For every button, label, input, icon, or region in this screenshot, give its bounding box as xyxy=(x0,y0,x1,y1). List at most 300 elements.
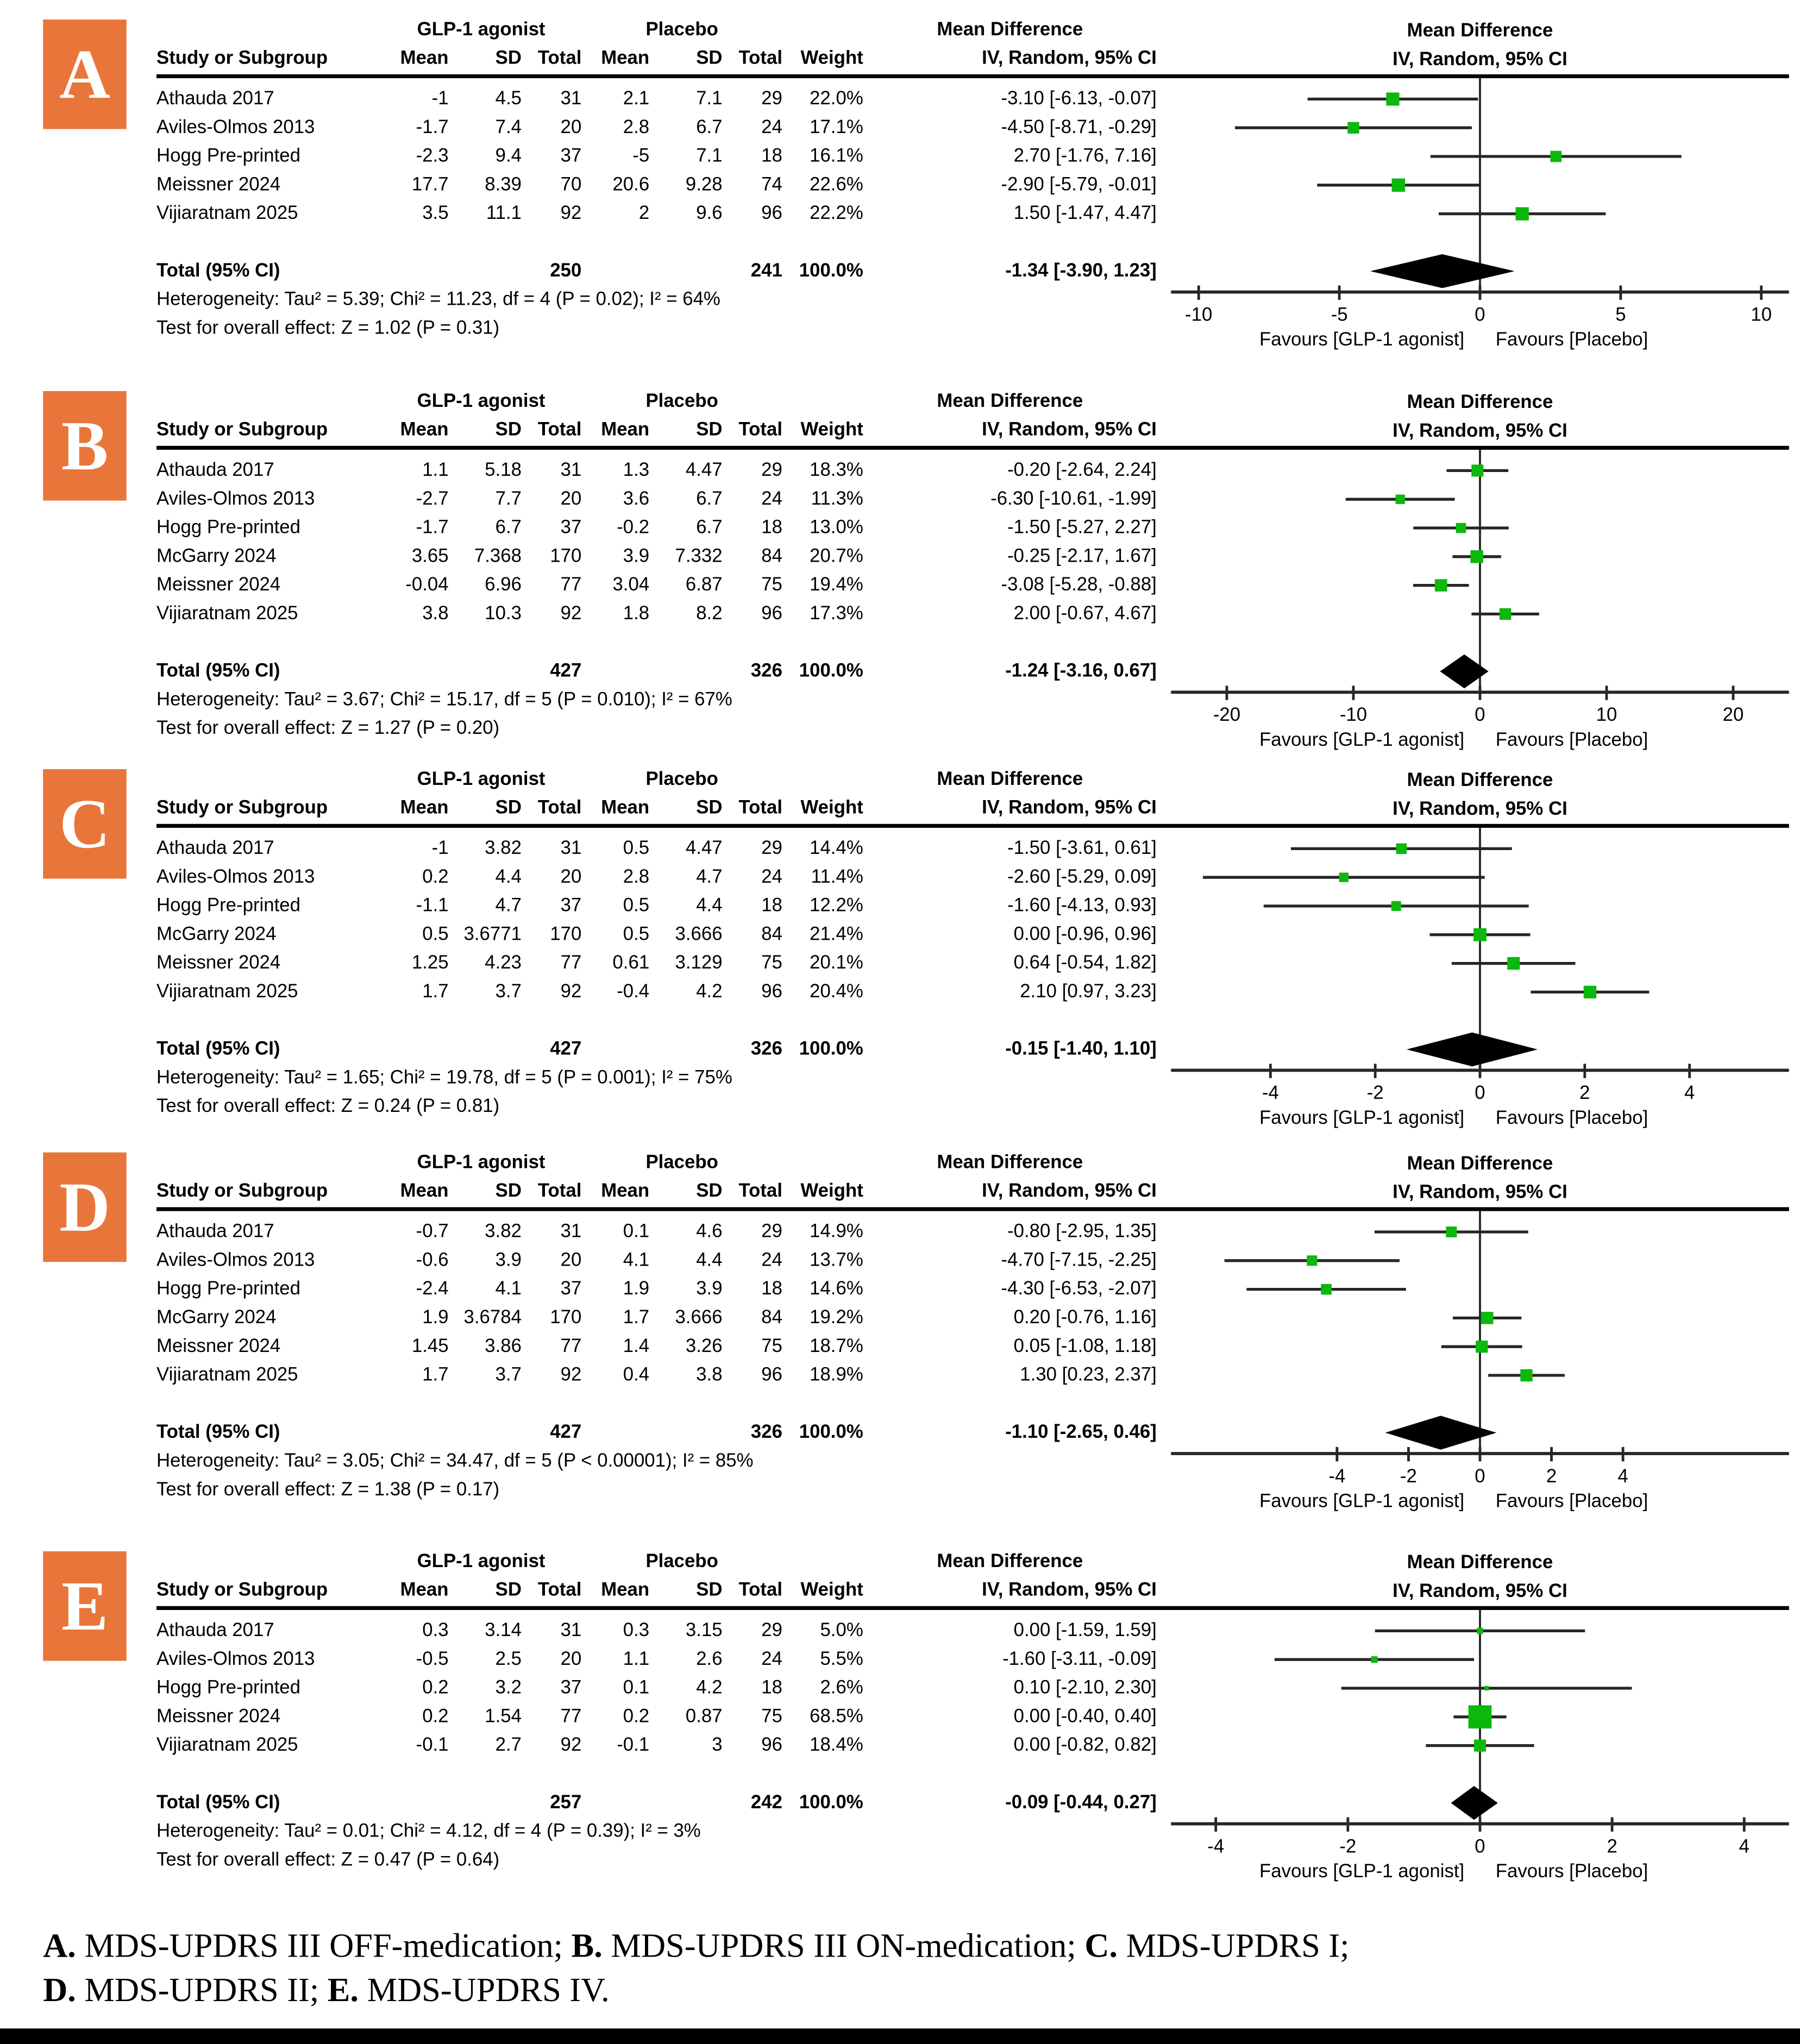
study-mean1: 0.5 xyxy=(422,924,449,946)
plot-header-line2: IV, Random, 95% CI xyxy=(1393,1580,1567,1602)
blank-row xyxy=(156,1007,1157,1035)
effect-marker xyxy=(1500,608,1511,620)
favours-right-label: Favours [Placebo] xyxy=(1495,728,1648,750)
study-total2: 96 xyxy=(761,603,782,625)
header-mean1: Mean xyxy=(400,48,449,70)
total-ci-text: -1.10 [-2.65, 0.46] xyxy=(1005,1422,1157,1443)
total-n1: 257 xyxy=(550,1793,582,1814)
forest-plot-svg xyxy=(1171,387,1789,762)
study-total2: 75 xyxy=(761,953,782,974)
header-sd2: SD xyxy=(696,1580,723,1601)
study-mean2: 1.4 xyxy=(623,1336,650,1357)
study-ci-text: 0.10 [-2.10, 2.30] xyxy=(1013,1677,1157,1699)
plot-header-line2: IV, Random, 95% CI xyxy=(1393,420,1567,442)
forest-panel-b xyxy=(0,387,1800,762)
tick-label: 2 xyxy=(1579,1082,1590,1104)
table-header xyxy=(156,765,1157,823)
total-n1: 427 xyxy=(550,661,582,682)
header-total2: Total xyxy=(738,419,782,441)
study-mean2: 1.8 xyxy=(623,603,650,625)
study-ci-text: -1.50 [-3.61, 0.61] xyxy=(1007,838,1157,859)
study-weight: 16.1% xyxy=(810,146,863,167)
caption-panel-letter: B. xyxy=(571,1927,603,1965)
study-total2: 96 xyxy=(761,203,782,224)
study-weight: 21.4% xyxy=(810,924,863,946)
study-mean2: 0.2 xyxy=(623,1706,650,1728)
study-mean2: 1.3 xyxy=(623,460,650,481)
header-group1: GLP-1 agonist xyxy=(417,391,545,412)
study-mean1: -0.04 xyxy=(405,575,449,596)
study-name: McGarry 2024 xyxy=(156,924,277,946)
tick-label: -20 xyxy=(1213,704,1241,726)
total-ci-text: -0.15 [-1.40, 1.10] xyxy=(1005,1039,1157,1060)
study-name: Athauda 2017 xyxy=(156,89,274,110)
header-sd1: SD xyxy=(495,797,522,819)
study-mean1: -0.6 xyxy=(416,1250,449,1271)
effect-marker xyxy=(1446,1227,1457,1237)
study-ci-text: -0.20 [-2.64, 2.24] xyxy=(1007,460,1157,481)
header-sd2: SD xyxy=(696,48,723,70)
total-weight: 100.0% xyxy=(799,1793,863,1814)
header-study: Study or Subgroup xyxy=(156,1580,328,1601)
study-ci-text: 0.20 [-0.76, 1.16] xyxy=(1013,1307,1157,1329)
plot-header-line2: IV, Random, 95% CI xyxy=(1393,1181,1567,1203)
study-total1: 37 xyxy=(560,1279,582,1300)
header-study: Study or Subgroup xyxy=(156,797,328,819)
study-total2: 84 xyxy=(761,924,782,946)
study-weight: 18.7% xyxy=(810,1336,863,1357)
study-ci-text: -2.90 [-5.79, -0.01] xyxy=(1001,174,1157,196)
study-mean2: 3.04 xyxy=(612,575,650,596)
header-total1: Total xyxy=(537,1580,582,1601)
table-body xyxy=(156,1218,1157,1447)
effect-marker xyxy=(1474,1740,1486,1752)
study-total1: 20 xyxy=(560,1250,582,1271)
plot-header-line2: IV, Random, 95% CI xyxy=(1393,798,1567,819)
tick-label: 0 xyxy=(1475,704,1485,726)
study-ci-text: 2.00 [-0.67, 4.67] xyxy=(1013,603,1157,625)
study-ci-text: 2.10 [0.97, 3.23] xyxy=(1020,982,1157,1003)
effect-marker xyxy=(1507,957,1520,970)
favours-right-label: Favours [Placebo] xyxy=(1495,329,1648,350)
favours-left-label: Favours [GLP-1 agonist] xyxy=(1259,1860,1465,1882)
study-mean2: 0.1 xyxy=(623,1677,650,1699)
overall-effect-text: Test for overall effect: Z = 0.47 (P = 0.64) xyxy=(156,1850,500,1871)
study-mean2: 0.5 xyxy=(623,895,650,917)
study-mean2: 2.1 xyxy=(623,89,650,110)
header-mean2: Mean xyxy=(601,797,650,819)
forest-panel-d xyxy=(0,1148,1800,1523)
header-weight: Weight xyxy=(800,419,863,441)
study-sd1: 1.54 xyxy=(485,1706,522,1728)
study-mean2: -0.4 xyxy=(617,982,650,1003)
study-total2: 74 xyxy=(761,174,782,196)
total-spacer xyxy=(649,657,722,686)
study-mean1: 1.7 xyxy=(422,982,449,1003)
study-sd1: 8.39 xyxy=(485,174,522,196)
summary-diamond xyxy=(1407,1033,1538,1066)
study-name: Athauda 2017 xyxy=(156,1620,274,1642)
study-sd1: 3.14 xyxy=(485,1620,522,1642)
study-sd1: 2.7 xyxy=(495,1735,522,1756)
effect-marker xyxy=(1516,207,1529,220)
total-n2: 326 xyxy=(750,1039,782,1060)
header-group2: Placebo xyxy=(645,391,718,412)
panel-letter: A xyxy=(43,20,127,129)
tick-label: -5 xyxy=(1331,304,1348,325)
study-ci-text: 1.30 [0.23, 2.37] xyxy=(1020,1364,1157,1386)
study-mean2: 2 xyxy=(638,203,650,224)
effect-marker xyxy=(1520,1369,1532,1381)
forest-plot-svg xyxy=(1171,1148,1789,1523)
study-mean1: -2.3 xyxy=(416,146,449,167)
total-spacer xyxy=(581,1789,649,1817)
header-total1: Total xyxy=(537,1181,582,1202)
study-total2: 18 xyxy=(761,146,782,167)
total-n1: 427 xyxy=(550,1422,582,1443)
study-ci-text: -3.10 [-6.13, -0.07] xyxy=(1001,89,1157,110)
study-total2: 84 xyxy=(761,546,782,567)
panel-letter: D xyxy=(43,1153,127,1262)
study-weight: 2.6% xyxy=(820,1677,863,1699)
study-total1: 170 xyxy=(550,924,582,946)
study-sd2: 4.6 xyxy=(696,1221,723,1243)
study-sd2: 9.28 xyxy=(685,174,723,196)
study-mean2: 0.3 xyxy=(623,1620,650,1642)
caption-text: MDS-UPDRS I; xyxy=(1117,1927,1350,1965)
study-sd1: 9.4 xyxy=(495,146,522,167)
study-total2: 84 xyxy=(761,1307,782,1329)
study-sd2: 6.87 xyxy=(685,575,723,596)
study-name: Meissner 2024 xyxy=(156,1336,281,1357)
study-sd2: 2.6 xyxy=(696,1649,723,1670)
header-total2: Total xyxy=(738,797,782,819)
study-mean1: -1 xyxy=(431,838,449,859)
total-ci-text: -0.09 [-0.44, 0.27] xyxy=(1005,1793,1157,1814)
study-mean2: 20.6 xyxy=(612,174,650,196)
header-ci-method: IV, Random, 95% CI xyxy=(982,419,1157,441)
header-ci-method: IV, Random, 95% CI xyxy=(982,1181,1157,1202)
plot-header-line1: Mean Difference xyxy=(1407,1551,1553,1573)
tick-label: -2 xyxy=(1339,1835,1357,1857)
header-mean2: Mean xyxy=(601,1181,650,1202)
plot-header-line2: IV, Random, 95% CI xyxy=(1393,48,1567,70)
forest-plot-svg xyxy=(1171,765,1789,1140)
study-mean2: 3.6 xyxy=(623,489,650,510)
study-sd2: 6.7 xyxy=(696,517,723,539)
study-sd2: 3 xyxy=(712,1735,723,1756)
study-mean1: 3.65 xyxy=(411,546,449,567)
study-name: Aviles-Olmos 2013 xyxy=(156,1649,315,1670)
study-weight: 18.3% xyxy=(810,460,863,481)
study-sd2: 3.26 xyxy=(685,1336,723,1357)
header-study: Study or Subgroup xyxy=(156,419,328,441)
tick-label: 0 xyxy=(1475,1082,1485,1104)
study-sd2: 3.666 xyxy=(675,924,723,946)
study-total2: 18 xyxy=(761,1677,782,1699)
study-ci-text: 2.70 [-1.76, 7.16] xyxy=(1013,146,1157,167)
study-ci-text: -4.50 [-8.71, -0.29] xyxy=(1001,117,1157,139)
study-mean1: -2.7 xyxy=(416,489,449,510)
study-total1: 31 xyxy=(560,838,582,859)
header-weight: Weight xyxy=(800,797,863,819)
header-group1: GLP-1 agonist xyxy=(417,1152,545,1173)
effect-marker xyxy=(1386,92,1399,105)
overall-effect-text: Test for overall effect: Z = 1.38 (P = 0.17) xyxy=(156,1480,500,1501)
caption-panel-letter: C. xyxy=(1084,1927,1118,1965)
study-total1: 37 xyxy=(560,895,582,917)
summary-diamond xyxy=(1451,1786,1498,1820)
header-mean1: Mean xyxy=(400,419,449,441)
study-weight: 17.3% xyxy=(810,603,863,625)
tick-label: 0 xyxy=(1475,1835,1485,1857)
study-ci-text: -6.30 [-10.61, -1.99] xyxy=(990,489,1157,510)
summary-diamond xyxy=(1370,254,1515,288)
study-weight: 5.5% xyxy=(820,1649,863,1670)
study-sd2: 4.47 xyxy=(685,460,723,481)
study-ci-text: 0.00 [-0.40, 0.40] xyxy=(1013,1706,1157,1728)
header-study: Study or Subgroup xyxy=(156,1181,328,1202)
total-weight: 100.0% xyxy=(799,261,863,282)
study-total2: 75 xyxy=(761,1706,782,1728)
total-weight: 100.0% xyxy=(799,1422,863,1443)
study-sd1: 3.9 xyxy=(495,1250,522,1271)
study-weight: 14.4% xyxy=(810,838,863,859)
study-ci-text: -0.25 [-2.17, 1.67] xyxy=(1007,546,1157,567)
total-spacer xyxy=(581,257,649,286)
study-weight: 22.0% xyxy=(810,89,863,110)
total-spacer xyxy=(649,1035,722,1064)
study-total1: 37 xyxy=(560,1677,582,1699)
forest-panel-c xyxy=(0,765,1800,1140)
study-sd2: 3.15 xyxy=(685,1620,723,1642)
study-mean1: 1.9 xyxy=(422,1307,449,1329)
study-name: Vijiaratnam 2025 xyxy=(156,203,298,224)
total-label: Total (95% CI) xyxy=(156,1793,280,1814)
tick-label: 10 xyxy=(1596,704,1617,726)
favours-right-label: Favours [Placebo] xyxy=(1495,1860,1648,1882)
study-total2: 29 xyxy=(761,460,782,481)
heterogeneity-text: Heterogeneity: Tau² = 3.67; Chi² = 15.17, df = 5 (P = 0.010); I² = 67% xyxy=(156,689,732,710)
header-mean2: Mean xyxy=(601,48,650,70)
study-sd1: 3.6771 xyxy=(463,924,522,946)
caption-text: MDS-UPDRS II; xyxy=(76,1971,328,2009)
study-total2: 75 xyxy=(761,575,782,596)
header-weight: Weight xyxy=(800,48,863,70)
header-group1: GLP-1 agonist xyxy=(417,20,545,41)
study-sd1: 2.5 xyxy=(495,1649,522,1670)
study-total2: 29 xyxy=(761,1221,782,1243)
study-sd2: 9.6 xyxy=(696,203,723,224)
effect-marker xyxy=(1347,122,1359,134)
header-mean1: Mean xyxy=(400,797,449,819)
overall-effect-text: Test for overall effect: Z = 1.02 (P = 0.31) xyxy=(156,318,500,339)
header-group1: GLP-1 agonist xyxy=(417,769,545,790)
study-mean1: -2.4 xyxy=(416,1279,449,1300)
study-total1: 92 xyxy=(560,982,582,1003)
effect-marker xyxy=(1396,844,1407,854)
header-sd2: SD xyxy=(696,1181,723,1202)
tick-label: -4 xyxy=(1207,1835,1225,1857)
header-spacer xyxy=(782,16,863,45)
study-sd2: 7.332 xyxy=(675,546,723,567)
study-sd1: 3.6784 xyxy=(463,1307,522,1329)
caption-panel-letter: D. xyxy=(43,1971,76,2009)
study-sd1: 6.7 xyxy=(495,517,522,539)
panel-letter: B xyxy=(43,391,127,501)
plot-header-line1: Mean Difference xyxy=(1407,20,1553,41)
panel-letter: C xyxy=(43,769,127,879)
study-weight: 11.3% xyxy=(811,489,863,510)
plot-header-line1: Mean Difference xyxy=(1407,391,1553,413)
effect-marker xyxy=(1469,1705,1492,1728)
total-label: Total (95% CI) xyxy=(156,1422,280,1443)
effect-marker xyxy=(1321,1284,1332,1295)
study-total1: 92 xyxy=(560,203,582,224)
total-spacer xyxy=(449,1418,522,1447)
forest-plot-svg xyxy=(1171,16,1789,361)
effect-marker xyxy=(1550,151,1561,162)
favours-left-label: Favours [GLP-1 agonist] xyxy=(1259,1490,1465,1512)
tick-label: 2 xyxy=(1607,1835,1617,1857)
tick-label: 4 xyxy=(1617,1465,1628,1487)
total-spacer xyxy=(449,657,522,686)
study-total1: 77 xyxy=(560,575,582,596)
study-sd1: 3.7 xyxy=(495,1364,522,1386)
study-total2: 18 xyxy=(761,895,782,917)
study-name: Vijiaratnam 2025 xyxy=(156,1735,298,1756)
study-name: Athauda 2017 xyxy=(156,460,274,481)
table-header xyxy=(156,1548,1157,1605)
tick-label: 20 xyxy=(1722,704,1744,726)
tick-label: 0 xyxy=(1475,304,1485,325)
study-sd1: 7.368 xyxy=(474,546,522,567)
study-total2: 96 xyxy=(761,1364,782,1386)
study-weight: 12.2% xyxy=(810,895,863,917)
study-ci-text: -0.80 [-2.95, 1.35] xyxy=(1007,1221,1157,1243)
study-sd2: 6.7 xyxy=(696,117,723,139)
study-total1: 92 xyxy=(560,603,582,625)
study-total1: 20 xyxy=(560,867,582,888)
header-weight: Weight xyxy=(800,1181,863,1202)
total-label: Total (95% CI) xyxy=(156,1039,280,1060)
total-label: Total (95% CI) xyxy=(156,261,280,282)
study-ci-text: 0.00 [-1.59, 1.59] xyxy=(1013,1620,1157,1642)
header-total1: Total xyxy=(537,48,582,70)
study-sd2: 4.2 xyxy=(696,1677,723,1699)
study-weight: 5.0% xyxy=(820,1620,863,1642)
study-sd1: 3.7 xyxy=(495,982,522,1003)
study-name: Aviles-Olmos 2013 xyxy=(156,867,315,888)
study-name: Hogg Pre-printed xyxy=(156,146,301,167)
study-total1: 31 xyxy=(560,1620,582,1642)
study-weight: 17.1% xyxy=(810,117,863,139)
study-total2: 75 xyxy=(761,1336,782,1357)
study-weight: 13.7% xyxy=(810,1250,863,1271)
tick-label: 10 xyxy=(1751,304,1772,325)
total-weight: 100.0% xyxy=(799,661,863,682)
study-total2: 29 xyxy=(761,838,782,859)
total-ci-text: -1.24 [-3.16, 0.67] xyxy=(1005,661,1157,682)
study-mean2: -0.1 xyxy=(617,1735,650,1756)
study-ci-text: -1.50 [-5.27, 2.27] xyxy=(1007,517,1157,539)
study-total1: 77 xyxy=(560,1706,582,1728)
caption-panel-letter: E. xyxy=(327,1971,359,2009)
study-sd1: 3.82 xyxy=(485,1221,522,1243)
overall-effect-text: Test for overall effect: Z = 1.27 (P = 0.20) xyxy=(156,718,500,739)
blank-row xyxy=(156,1760,1157,1789)
effect-marker xyxy=(1435,579,1447,592)
effect-marker xyxy=(1477,1628,1483,1634)
study-name: Meissner 2024 xyxy=(156,575,281,596)
tick-label: 5 xyxy=(1615,304,1626,325)
study-weight: 20.1% xyxy=(810,953,863,974)
tick-label: -10 xyxy=(1339,704,1368,726)
study-mean2: 2.8 xyxy=(623,117,650,139)
effect-marker xyxy=(1473,928,1487,941)
study-sd1: 7.7 xyxy=(495,489,522,510)
header-total2: Total xyxy=(738,1580,782,1601)
header-sd1: SD xyxy=(495,419,522,441)
header-total1: Total xyxy=(537,419,582,441)
total-n2: 241 xyxy=(750,261,782,282)
study-total2: 18 xyxy=(761,517,782,539)
study-name: Vijiaratnam 2025 xyxy=(156,603,298,625)
header-mean-difference: Mean Difference xyxy=(937,1551,1083,1573)
total-ci-text: -1.34 [-3.90, 1.23] xyxy=(1005,261,1157,282)
study-ci-text: -3.08 [-5.28, -0.88] xyxy=(1001,575,1157,596)
total-n1: 250 xyxy=(550,261,582,282)
study-mean2: 0.1 xyxy=(623,1221,650,1243)
study-mean1: -1 xyxy=(431,89,449,110)
study-mean2: 0.5 xyxy=(623,838,650,859)
study-total2: 29 xyxy=(761,1620,782,1642)
header-group2: Placebo xyxy=(645,20,718,41)
study-total2: 24 xyxy=(761,1250,782,1271)
heterogeneity-text: Heterogeneity: Tau² = 3.05; Chi² = 34.47, df = 5 (P < 0.00001); I² = 85% xyxy=(156,1451,754,1472)
table-header xyxy=(156,387,1157,445)
caption-text: MDS-UPDRS III ON-medication; xyxy=(602,1927,1085,1965)
header-sd2: SD xyxy=(696,419,723,441)
caption-line-1 xyxy=(43,1924,1349,1968)
effect-marker xyxy=(1396,495,1405,504)
header-spacer xyxy=(156,16,381,45)
study-sd1: 4.5 xyxy=(495,89,522,110)
panel-letter: E xyxy=(43,1551,127,1661)
study-name: Hogg Pre-printed xyxy=(156,517,301,539)
effect-marker xyxy=(1481,1312,1494,1324)
caption-text: MDS-UPDRS III OFF-medication; xyxy=(76,1927,572,1965)
total-spacer xyxy=(649,257,722,286)
total-spacer xyxy=(381,1035,449,1064)
study-sd2: 7.1 xyxy=(696,89,723,110)
study-mean2: 1.9 xyxy=(623,1279,650,1300)
total-spacer xyxy=(581,657,649,686)
study-weight: 19.4% xyxy=(810,575,863,596)
total-n2: 326 xyxy=(750,1422,782,1443)
study-name: Aviles-Olmos 2013 xyxy=(156,489,315,510)
study-mean2: 2.8 xyxy=(623,867,650,888)
tick-label: 4 xyxy=(1684,1082,1695,1104)
study-total2: 96 xyxy=(761,982,782,1003)
header-ci-method: IV, Random, 95% CI xyxy=(982,797,1157,819)
header-weight: Weight xyxy=(800,1580,863,1601)
caption-line-2 xyxy=(43,1968,610,2013)
header-group1: GLP-1 agonist xyxy=(417,1551,545,1573)
study-total1: 92 xyxy=(560,1735,582,1756)
study-total2: 18 xyxy=(761,1279,782,1300)
study-name: McGarry 2024 xyxy=(156,1307,277,1329)
